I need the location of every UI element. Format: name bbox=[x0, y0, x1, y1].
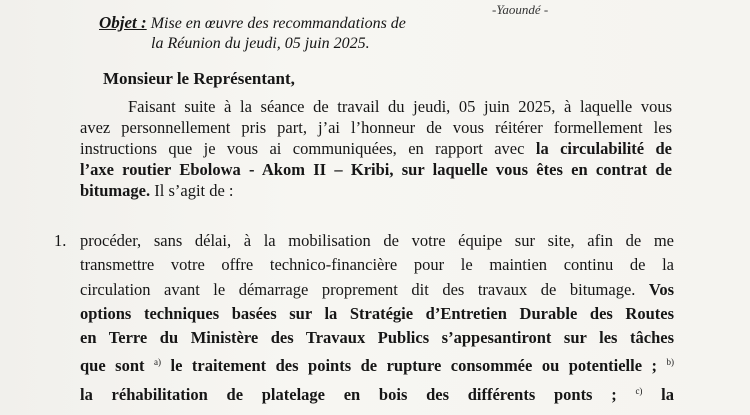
paragraph-line-5-bold: bitumage. bbox=[80, 181, 151, 200]
intro-paragraph bbox=[80, 96, 672, 201]
list-line-7-bold: la réhabilitation de platelage en bois des différents ponts ; bbox=[80, 384, 617, 404]
list-line-6-bold-b: le traitement des points de rupture consommée ou potentielle ; bbox=[170, 356, 658, 376]
list-line-6 bbox=[80, 350, 674, 378]
list-line-4-bold: options techniques basées sur la Stratégie d’Entretien Durable des Routes bbox=[80, 303, 674, 323]
list-line-3 bbox=[80, 278, 674, 302]
subject-line-2: la Réunion du jeudi, 05 juin 2025. bbox=[151, 35, 370, 52]
list-item-body bbox=[80, 229, 674, 407]
subject-line-1: Mise en œuvre des recommandations de bbox=[150, 15, 406, 32]
list-line-1: procéder, sans délai, à la mobilisation de votre équipe sur site, afin de me bbox=[80, 231, 674, 250]
paragraph-line-1: Faisant suite à la séance de travail du jeudi, 05 juin 2025, à laquelle vous bbox=[128, 97, 672, 116]
list-line-3-bold: Vos bbox=[648, 279, 674, 299]
list-line-7 bbox=[80, 379, 674, 407]
salutation: Monsieur le Représentant, bbox=[103, 69, 295, 88]
subject-label: Objet : bbox=[99, 13, 147, 32]
marker-a: a) bbox=[154, 357, 162, 368]
list-line-2: transmettre votre offre technico-financière pour le maintien continu de la bbox=[80, 255, 674, 275]
paragraph-line-4-bold: l’axe routier Ebolowa - Akom II – Kribi, sur laquelle vous êtes en contrat de bbox=[80, 160, 672, 179]
list-line-3-plain: circulation avant le démarrage proprement dit des travaux de bitumage. bbox=[80, 279, 636, 299]
paragraph-line-3-bold: la circulabilité de bbox=[535, 139, 673, 158]
paragraph-line-2: avez personnellement pris part, j’ai l’honneur de vous réitérer formellement les bbox=[80, 118, 672, 137]
paragraph-line-3-plain: instructions que je vous ai communiquées, en rapport avec bbox=[80, 139, 525, 158]
list-number: 1. bbox=[54, 231, 67, 250]
list-line-7-tail: la bbox=[661, 384, 675, 404]
location-text: -Yaoundé - bbox=[492, 2, 549, 17]
marker-b: b) bbox=[666, 357, 675, 368]
list-line-5 bbox=[80, 326, 674, 350]
paragraph-line-3 bbox=[80, 138, 672, 159]
list-line-4 bbox=[80, 302, 674, 326]
paragraph-line-5-plain: Il s’agit de : bbox=[154, 181, 234, 200]
paragraph-line-4 bbox=[80, 159, 672, 180]
subject-block bbox=[99, 13, 406, 54]
marker-c: c) bbox=[635, 385, 643, 396]
paragraph-line-5 bbox=[80, 180, 672, 201]
list-line-5-bold: en Terre du Ministère des Travaux Publics s’appesantiront sur les tâches bbox=[80, 328, 674, 348]
list-line-6-bold-a: que sont bbox=[80, 356, 145, 376]
